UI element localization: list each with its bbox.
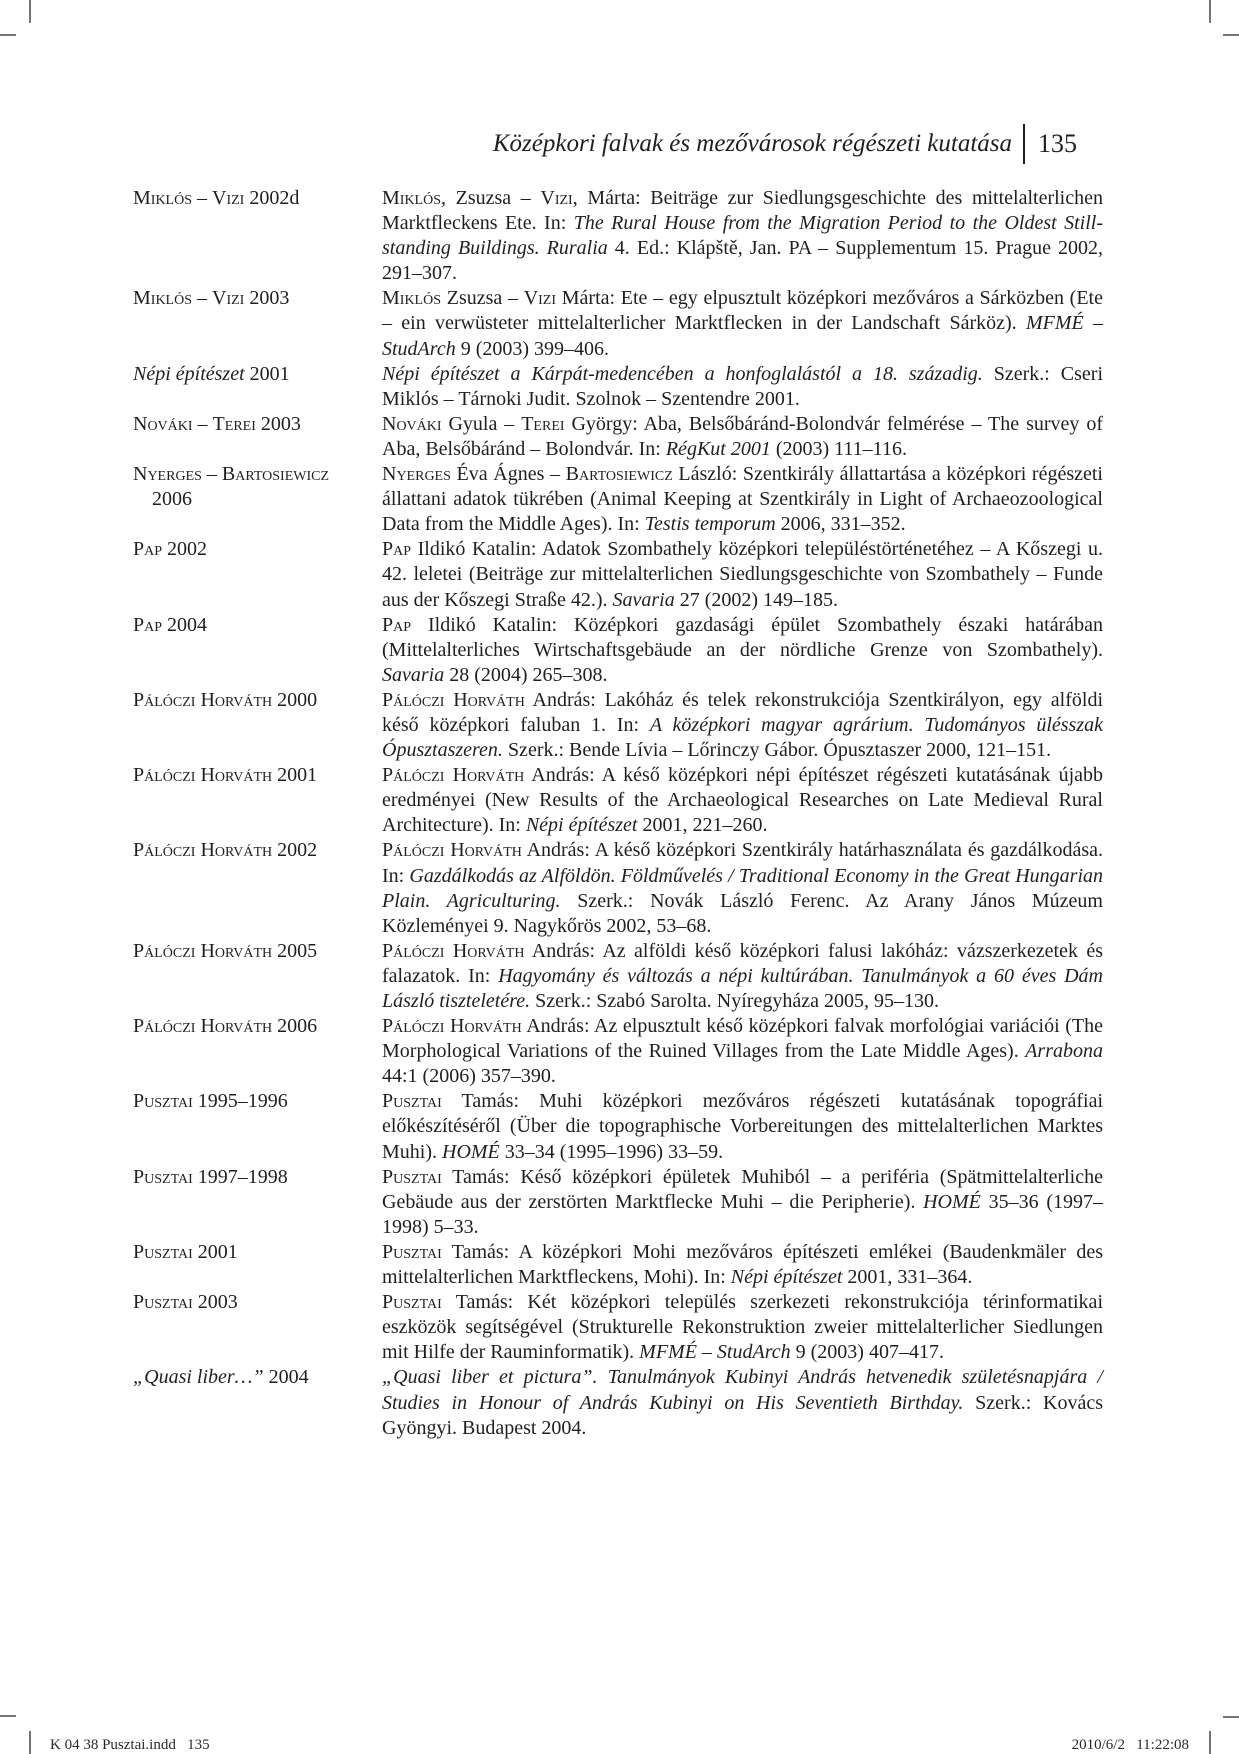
smallcaps-name: Bartosiewicz xyxy=(565,463,673,486)
italic-text: Népi építészet xyxy=(133,362,245,385)
entry-citation xyxy=(382,412,1103,462)
entry-key xyxy=(133,286,382,311)
smallcaps-name: Pálóczi Horváth xyxy=(133,764,273,787)
plain-text: 9 (2003) 407–417. xyxy=(790,1341,944,1364)
entry-key xyxy=(133,613,382,638)
plain-text: Szerk.: Bende Lívia – Lőrinczy Gábor. Ópusztaszer 2000, 121–151. xyxy=(502,739,1052,762)
plain-text: András: Az elpusztult késő középkori falvak morfológiai variációi (The Morphological Variations of the Ruined Villages from the Late Middle Ages). xyxy=(382,1015,1103,1063)
plain-text: Szerk.: Szabó Sarolta. Nyíregyháza 2005, 95–130. xyxy=(530,990,939,1012)
smallcaps-name: Pusztai xyxy=(382,1291,442,1314)
header-divider-rule xyxy=(1023,124,1025,164)
smallcaps-name: Pálóczi Horváth xyxy=(133,1015,273,1038)
running-head xyxy=(0,124,1077,164)
plain-text: György: Aba, Belsőbáránd-Bolondvár felmérése – The survey of Aba, Belsőbáránd – Bolondvár. In: xyxy=(382,412,1103,460)
crop-mark xyxy=(0,1715,16,1717)
plain-text: Tamás: Két középkori település szerkezeti rekonstrukciója térinformatikai eszközök segítségével (Strukturelle Rekonstruktion zweier mittelalterlicher Siedlungen mit Hilfe der Rauminformatik). xyxy=(382,1291,1103,1364)
smallcaps-name: Pusztai xyxy=(133,1165,193,1188)
smallcaps-name: Pap xyxy=(133,613,163,636)
bibliography-entry xyxy=(133,1014,1103,1089)
plain-text: – xyxy=(201,463,222,486)
running-head-title: Középkori falvak és mezővárosok régészeti kutatása xyxy=(492,130,1012,157)
plain-text: Tamás: Muhi középkori mezőváros régészeti kutatásának topográfiai előkészítéséről (Über die topographische Vorbereitungen des mittelalterlichen Marktes Muhi). xyxy=(382,1090,1103,1163)
smallcaps-name: Pusztai xyxy=(133,1291,193,1314)
smallcaps-name: Pusztai xyxy=(133,1090,193,1113)
plain-text: 2000 xyxy=(272,688,318,711)
italic-text: Népi építészet a Kárpát-medencében a honfoglalástól a 18. századig. xyxy=(382,362,983,385)
plain-text: Tamás: A középkori Mohi mezőváros építészeti emlékei (Baudenkmäler des mittelalterlichen Marktfleckens, Mohi). In: xyxy=(382,1240,1103,1289)
plain-text: Márta: Ete – egy elpusztult középkori mezőváros a Sárközben (Ete – ein verwüsteter mittelalterlicher Marktflecken in der Landschaft Sárköz). xyxy=(382,287,1103,335)
italic-text: A középkori magyar agrárium. Tudományos ülésszak Ópusztaszeren. xyxy=(382,713,1103,762)
entry-key-line2 xyxy=(133,487,382,512)
entry-citation xyxy=(382,1165,1103,1240)
italic-text: Népi építészet xyxy=(525,814,638,837)
smallcaps-name: Vizi xyxy=(523,287,557,310)
plain-text: 44:1 (2006) 357–390. xyxy=(382,1065,556,1088)
entry-citation xyxy=(382,1014,1103,1089)
plain-text: 2006 xyxy=(272,1015,318,1038)
plain-text: Ildikó Katalin: Középkori gazdasági épület Szombathely északi határában (Mittelalterliches Wirtschaftsgebäude an der nördliche Grenze von Szombathely). xyxy=(382,613,1103,661)
plain-text: 2001 xyxy=(192,1240,238,1263)
plain-text: 2005 xyxy=(272,939,318,962)
plain-text: 1995–1996 xyxy=(192,1090,288,1113)
smallcaps-name: Pálóczi Horváth xyxy=(133,939,273,962)
entry-key xyxy=(133,537,382,562)
entry-key xyxy=(133,1240,382,1265)
smallcaps-name: Nováki xyxy=(382,412,442,435)
entry-citation xyxy=(382,1365,1103,1440)
crop-mark xyxy=(1223,34,1239,36)
plain-text: , Zsuzsa – xyxy=(441,187,541,209)
smallcaps-name: Nyerges xyxy=(133,463,202,486)
entry-key xyxy=(133,412,382,437)
entry-key xyxy=(133,688,382,713)
crop-mark xyxy=(29,1731,31,1754)
bibliography-list xyxy=(133,186,1103,1441)
italic-text: „Quasi liber et pictura”. Tanulmányok Kubinyi András hetvenedik születésnapjára / Studies in Honour of András Kubinyi on His Seventieth Birthday. xyxy=(382,1366,1103,1414)
plain-text: 9 (2003) 399–406. xyxy=(455,337,610,360)
plain-text: 2001, 331–364. xyxy=(842,1266,973,1289)
smallcaps-name: Vizi xyxy=(212,287,245,310)
bibliography-entry xyxy=(133,1290,1103,1365)
slug-filename: K 04 38 Pusztai.indd 135 xyxy=(50,1737,210,1753)
smallcaps-name: Pálóczi Horváth xyxy=(382,839,522,862)
plain-text: 27 (2002) 149–185. xyxy=(674,588,839,611)
plain-text: Szerk.: Cseri Miklós – Tárnoki Judit. Szolnok – Szentendre 2001. xyxy=(382,362,1104,410)
entry-citation xyxy=(382,838,1103,938)
plain-text: 2001 xyxy=(272,764,318,787)
entry-key xyxy=(133,1014,382,1039)
smallcaps-name: Bartosiewicz xyxy=(221,463,330,486)
smallcaps-name: Pap xyxy=(133,538,163,561)
entry-citation xyxy=(382,613,1103,688)
bibliography-entry xyxy=(133,613,1103,688)
italic-text: Savaria xyxy=(382,663,445,686)
plain-text: László: Szentkirály állattartása a középkori régészeti állattani adatok tükrében (Animal Keeping at Szentkirály in Light of Archaeozoological Data from the Middle Ages). In: xyxy=(382,463,1103,536)
entry-key xyxy=(133,1089,382,1114)
bibliography-entry xyxy=(133,537,1103,612)
smallcaps-name: Vizi xyxy=(212,187,245,209)
plain-text: – xyxy=(192,287,213,310)
bibliography-entry xyxy=(133,186,1103,286)
smallcaps-name: Pusztai xyxy=(382,1165,442,1188)
italic-text: Hagyomány és változás a népi kultúrában. Tanulmányok a 60 éves Dám László tiszteletére. xyxy=(382,964,1104,1012)
entry-key xyxy=(133,462,382,512)
smallcaps-name: Pusztai xyxy=(382,1090,442,1113)
italic-text: RégKut 2001 xyxy=(665,437,771,460)
plain-text: – xyxy=(192,412,213,435)
plain-text: 2006, 331–352. xyxy=(775,513,906,536)
plain-text: – xyxy=(192,187,213,209)
plain-text: 2004 xyxy=(162,613,208,636)
plain-text: András: A késő középkori Szentkirály határhasználata és gazdálkodása. In: xyxy=(382,839,1103,887)
plain-text: 2003 xyxy=(244,287,290,310)
italic-text: The Rural House from the Migration Period to the Oldest Still-standing Buildings. Ruralia xyxy=(382,212,1104,260)
bibliography-entry xyxy=(133,688,1103,763)
smallcaps-name: Miklós xyxy=(133,187,193,209)
entry-key xyxy=(133,1290,382,1315)
plain-text: 2004 xyxy=(263,1366,309,1389)
plain-text: Tamás: Késő középkori épületek Muhiból – a periféria (Spätmittelalterliche Gebäude aus der zerstörten Marktflecke Muhi – die Peripherie). xyxy=(382,1165,1103,1213)
plain-text: 4. Ed.: Klápště, Jan. PA – Supplementum 15. Prague 2002, 291–307. xyxy=(382,237,1103,285)
plain-text: 35–36 (1997–1998) 5–33. xyxy=(382,1190,1103,1238)
smallcaps-name: Nyerges xyxy=(382,463,451,486)
italic-text: Népi építészet xyxy=(730,1266,843,1289)
plain-text: 2001, 221–260. xyxy=(637,814,768,837)
smallcaps-name: Pusztai xyxy=(382,1240,442,1263)
entry-key xyxy=(133,1165,382,1190)
plain-text: András: Az alföldi késő középkori falusi lakóház: vázszerkezetek és falazatok. In: xyxy=(382,939,1103,987)
plain-text: Éva Ágnes – xyxy=(450,463,566,486)
bibliography-entry xyxy=(133,1365,1103,1440)
italic-text: Savaria xyxy=(612,588,675,611)
bibliography-entry xyxy=(133,838,1103,938)
crop-mark xyxy=(1209,0,1211,23)
entry-key xyxy=(133,939,382,964)
smallcaps-name: Terei xyxy=(212,412,256,435)
italic-text: MFMÉ – StudArch xyxy=(382,312,1103,360)
plain-text: 28 (2004) 265–308. xyxy=(444,663,608,686)
entry-citation xyxy=(382,1240,1103,1290)
entry-citation xyxy=(382,1290,1103,1365)
italic-text: Testis temporum xyxy=(644,513,776,536)
italic-text: „Quasi liber…” xyxy=(133,1366,264,1389)
entry-citation xyxy=(382,286,1103,361)
plain-text: András: A késő középkori népi építészet régészeti kutatásának újabb eredményei (New Results of the Archaeological Researches on Late Medieval Rural Architecture). In: xyxy=(382,764,1103,837)
entry-key xyxy=(133,186,382,211)
bibliography-entry xyxy=(133,763,1103,838)
italic-text: HOMÉ xyxy=(442,1140,500,1163)
italic-text: MFMÉ – StudArch xyxy=(639,1341,791,1364)
plain-text: Szerk.: Kovács Gyöngyi. Budapest 2004. xyxy=(382,1391,1104,1439)
plain-text: 2002 xyxy=(272,839,318,862)
entry-citation xyxy=(382,939,1103,1014)
bibliography-entry xyxy=(133,1240,1103,1290)
crop-mark xyxy=(1223,1716,1239,1718)
bibliography-entry xyxy=(133,286,1103,361)
plain-text: 2003 xyxy=(255,412,301,435)
smallcaps-name: Miklós xyxy=(133,287,193,310)
italic-text: HOMÉ xyxy=(923,1190,981,1213)
plain-text: 2003 xyxy=(192,1291,238,1314)
plain-text: 2002d xyxy=(244,187,300,209)
smallcaps-name: Pálóczi Horváth xyxy=(133,839,273,862)
plain-text: , Márta: Beiträge zur Siedlungsgeschichte des mittelalterlichen Marktfleckens Ete. In: xyxy=(382,187,1103,235)
plain-text: 2006 xyxy=(152,488,192,511)
smallcaps-name: Pálóczi Horváth xyxy=(382,764,525,787)
entry-citation xyxy=(382,763,1103,838)
plain-text: Gyula – xyxy=(441,412,522,435)
crop-mark xyxy=(1209,1731,1211,1754)
entry-citation xyxy=(382,537,1103,612)
plain-text: (2003) 111–116. xyxy=(770,437,907,460)
slug-timestamp: 2010/6/2 11:22:08 xyxy=(1071,1737,1189,1753)
italic-text: Arrabona xyxy=(1025,1040,1103,1063)
plain-text: 2002 xyxy=(162,538,208,561)
crop-mark xyxy=(0,34,16,36)
entry-citation xyxy=(382,1089,1103,1164)
smallcaps-name: Pap xyxy=(382,538,412,561)
bibliography-entry xyxy=(133,412,1103,462)
entry-key xyxy=(133,763,382,788)
bibliography-entry xyxy=(133,939,1103,1014)
smallcaps-name: Nováki xyxy=(133,412,193,435)
smallcaps-name: Pálóczi Horváth xyxy=(382,939,525,962)
entry-citation xyxy=(382,362,1103,412)
page-number: 135 xyxy=(1038,129,1077,158)
plain-text: 33–34 (1995–1996) 33–59. xyxy=(499,1140,724,1163)
smallcaps-name: Miklós xyxy=(382,287,442,310)
plain-text: 2001 xyxy=(244,362,290,385)
entry-key xyxy=(133,838,382,863)
bibliography-entry xyxy=(133,1089,1103,1164)
plain-text: 1997–1998 xyxy=(192,1165,288,1188)
crop-mark xyxy=(29,0,31,23)
entry-citation xyxy=(382,688,1103,763)
plain-text: Szerk.: Novák László Ferenc. Az Arany János Múzeum Közleményei 9. Nagykőrös 2002, 53–68. xyxy=(382,889,1103,937)
entry-key xyxy=(133,362,382,387)
smallcaps-name: Miklós xyxy=(382,187,442,209)
smallcaps-name: Pálóczi Horváth xyxy=(133,688,273,711)
bibliography-entry xyxy=(133,462,1103,537)
entry-citation xyxy=(382,186,1103,286)
italic-text: Gazdálkodás az Alföldön. Földművelés / Traditional Economy in the Great Hungarian Plain. Agriculturing. xyxy=(382,864,1103,912)
entry-key xyxy=(133,1365,382,1390)
smallcaps-name: Vizi xyxy=(540,187,573,209)
smallcaps-name: Pálóczi Horváth xyxy=(382,1015,522,1038)
smallcaps-name: Pálóczi Horváth xyxy=(382,688,525,711)
smallcaps-name: Pusztai xyxy=(133,1240,193,1263)
plain-text: Zsuzsa – xyxy=(441,287,524,310)
plain-text: András: Lakóház és telek rekonstrukciója Szentkirályon, egy alföldi késő középkori faluban 1. In: xyxy=(382,688,1103,736)
smallcaps-name: Terei xyxy=(521,412,565,435)
plain-text: Ildikó Katalin: Adatok Szombathely középkori településtörténetéhez – A Kőszegi u. 42. leletei (Beiträge zur mittelalterlichen Siedlungsgeschichte von Szombathely – Funde aus der Kőszegi Straße 42.). xyxy=(382,538,1103,611)
smallcaps-name: Pap xyxy=(382,613,412,636)
bibliography-entry xyxy=(133,1165,1103,1240)
bibliography-entry xyxy=(133,362,1103,412)
entry-citation xyxy=(382,462,1103,537)
